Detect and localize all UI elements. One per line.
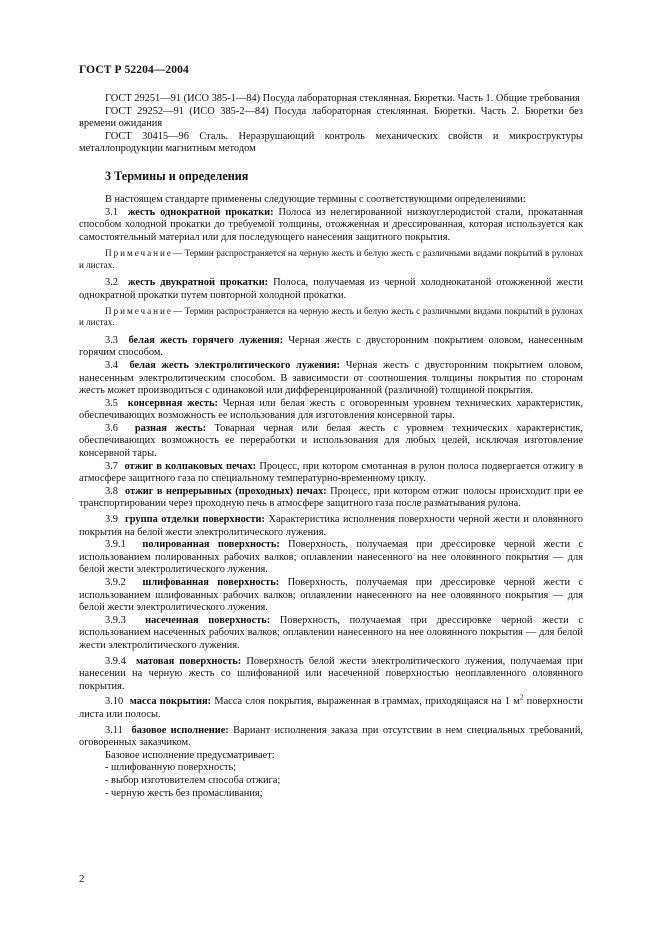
note-text: — Термин распространяется на черную жесть и белую жесть с различными видами покрытий в рулонах и листах. <box>79 248 583 270</box>
term-name: жесть однократной прокатки: <box>127 206 274 218</box>
term-name: белая жесть горячего лужения: <box>128 334 284 346</box>
term-name: жесть двукратной прокатки: <box>127 276 269 288</box>
document-body <box>79 93 583 800</box>
basic-list <box>79 762 583 800</box>
term-entry: 3.5 консервная жесть: Черная или белая жесть с оговоренным уровнем технических характеристик, обеспечивающих возможность ее использования для изготовления консервной тары. <box>79 397 583 422</box>
term-name: базовое исполнение: <box>131 724 229 736</box>
term-name: белая жесть электролитического лужения: <box>129 359 340 371</box>
term-entry: 3.9 группа отделки поверхности: Характеристика исполнения поверхности черной жести и оловянного покрытия на белой жести электролитического лужения. <box>79 514 584 538</box>
term-name: отжиг в колпаковых печах: <box>124 460 257 472</box>
term-name: матовая поверхность: <box>135 655 242 667</box>
term-entry: 3.9.1 полированная поверхность: Поверхность, получаемая при дрессировке черной жести с использованием полированных рабочих валков; оплавлении нанесенного на нее оловянного покрытия — для белой жести электролитического лужения. <box>79 539 583 576</box>
term-entry: 3.2 жесть двукратной прокатки: Полоса, получаемая из черной холоднокатаной отожженной жести однократной прокатки путем повторной холодной прокатки. <box>79 276 583 301</box>
term-name: шлифованная поверхность: <box>142 577 280 588</box>
term-name: разная жесть: <box>134 422 207 434</box>
superscript: 2 <box>519 693 524 702</box>
section-intro: В настоящем стандарте применены следующие термины с соответствующими определениями: <box>105 193 526 205</box>
term-entry: 3.3 белая жесть горячего лужения: Черная жесть с двусторонним покрытием оловом, нанесенным горячим способом. <box>79 334 583 359</box>
document-header: ГОСТ Р 52204—2004 <box>79 64 189 76</box>
term-name: консервная жесть: <box>127 397 218 409</box>
term-entry: 3.10 масса покрытия: Масса слоя покрытия, выраженная в граммах, приходящаяся на 1 $м^2$ поверхности листа или полосы. <box>79 693 583 720</box>
term-entry: 3.9.4 матовая поверхность: Поверхность белой жести электролитического лужения, получаемая при нанесении на черную жесть со шлифованной или насеченной поверхностью неоплавленного оловянного покрытия. <box>79 655 583 692</box>
note <box>79 306 583 329</box>
reference-item: ГОСТ 29251—91 (ИСО 385-1—84) Посуда лабораторная стеклянная. Бюретки. Часть 1. Общие требования <box>105 93 580 104</box>
term-name: масса покрытия: <box>129 696 212 708</box>
term-name: насеченная поверхность: <box>145 614 271 626</box>
term-entry: 3.7 отжиг в колпаковых печах: Процесс, при котором смотанная в рулон полоса подвергается отжигу в атмосфере защитного газа по специальному температурно-временному циклу. <box>79 460 583 485</box>
section-title: 3 Термины и определения <box>105 168 249 183</box>
term-name: группа отделки поверхности: <box>125 514 265 526</box>
list-item: - черную жесть без промасливания; <box>105 787 263 799</box>
note <box>79 248 583 271</box>
note-label: Примечание <box>105 248 173 259</box>
term-name: отжиг в непрерывных (проходных) печах: <box>124 485 327 497</box>
page-number: 2 <box>79 873 85 885</box>
term-entry: 3.11 базовое исполнение: Вариант исполнения заказа при отсутствии в нем специальных требований, оговоренных заказчиком. <box>79 724 583 749</box>
term-entry: 3.1 жесть однократной прокатки: Полоса из нелегированной низкоуглеродистой стали, прокатанная способом холодной прокатки до требуемой толщины, отожженная и дрессированная, которая используется как самостоятельный материал или для последующего нанесения защитного покрытия. <box>79 206 583 243</box>
basic-lead: Базовое исполнение предусматривает: <box>105 749 275 761</box>
term-entry: 3.4 белая жесть электролитического лужения: Черная жесть с двусторонним покрытием оловом, нанесенным электролитическим способом. В зависимости от соотношения толщины покрытия по сторонам жесть может производиться с одинаковой или дифференцированной (различной) толщиной покрытия. <box>79 359 583 397</box>
list-item: - выбор изготовителем способа отжига; <box>105 774 281 786</box>
list-item: - шлифованную поверхность; <box>105 762 237 774</box>
reference-item: ГОСТ 29252—91 (ИСО 385-2—84) Посуда лабораторная стеклянная. Бюретки. Часть 2. Бюретки без времени ожидания <box>79 105 583 130</box>
note-text: — Термин распространяется на черную жесть и белую жесть с различными видами покрытий в рулонах и листах. <box>79 306 583 328</box>
term-entry: 3.9.2 шлифованная поверхность: Поверхность, получаемая при дрессировке черной жести с использованием шлифованных рабочих валков; оплавлении нанесенного на нее оловянного покрытия — для белой жести электролитического лужения. <box>79 577 583 614</box>
term-entry: 3.6 разная жесть: Товарная черная или белая жесть с уровнем технических характеристик, обеспечивающих возможность ее переработки и использования для любых целей, исключая изготовление консервной тары. <box>79 422 584 460</box>
term-entry: 3.8 отжиг в непрерывных (проходных) печах: Процесс, при котором отжиг полосы происходит при ее транспортировании через проходную печь в атмосфере защитного газа после разматывания рулона. <box>79 485 583 510</box>
term-name: полированная поверхность: <box>142 539 280 551</box>
note-label: Примечание <box>105 306 173 317</box>
term-entry: 3.9.3 насеченная поверхность: Поверхность, получаемая при дрессировке черной жести с использованием насеченных рабочих валков; оплавлении нанесенного на нее оловянного покрытия — для белой жести электролитического лужения. <box>79 614 583 651</box>
reference-item: ГОСТ 30415—96 Сталь. Неразрушающий контроль механических свойств и микроструктуры металлопродукции магнитным методом <box>79 130 583 155</box>
